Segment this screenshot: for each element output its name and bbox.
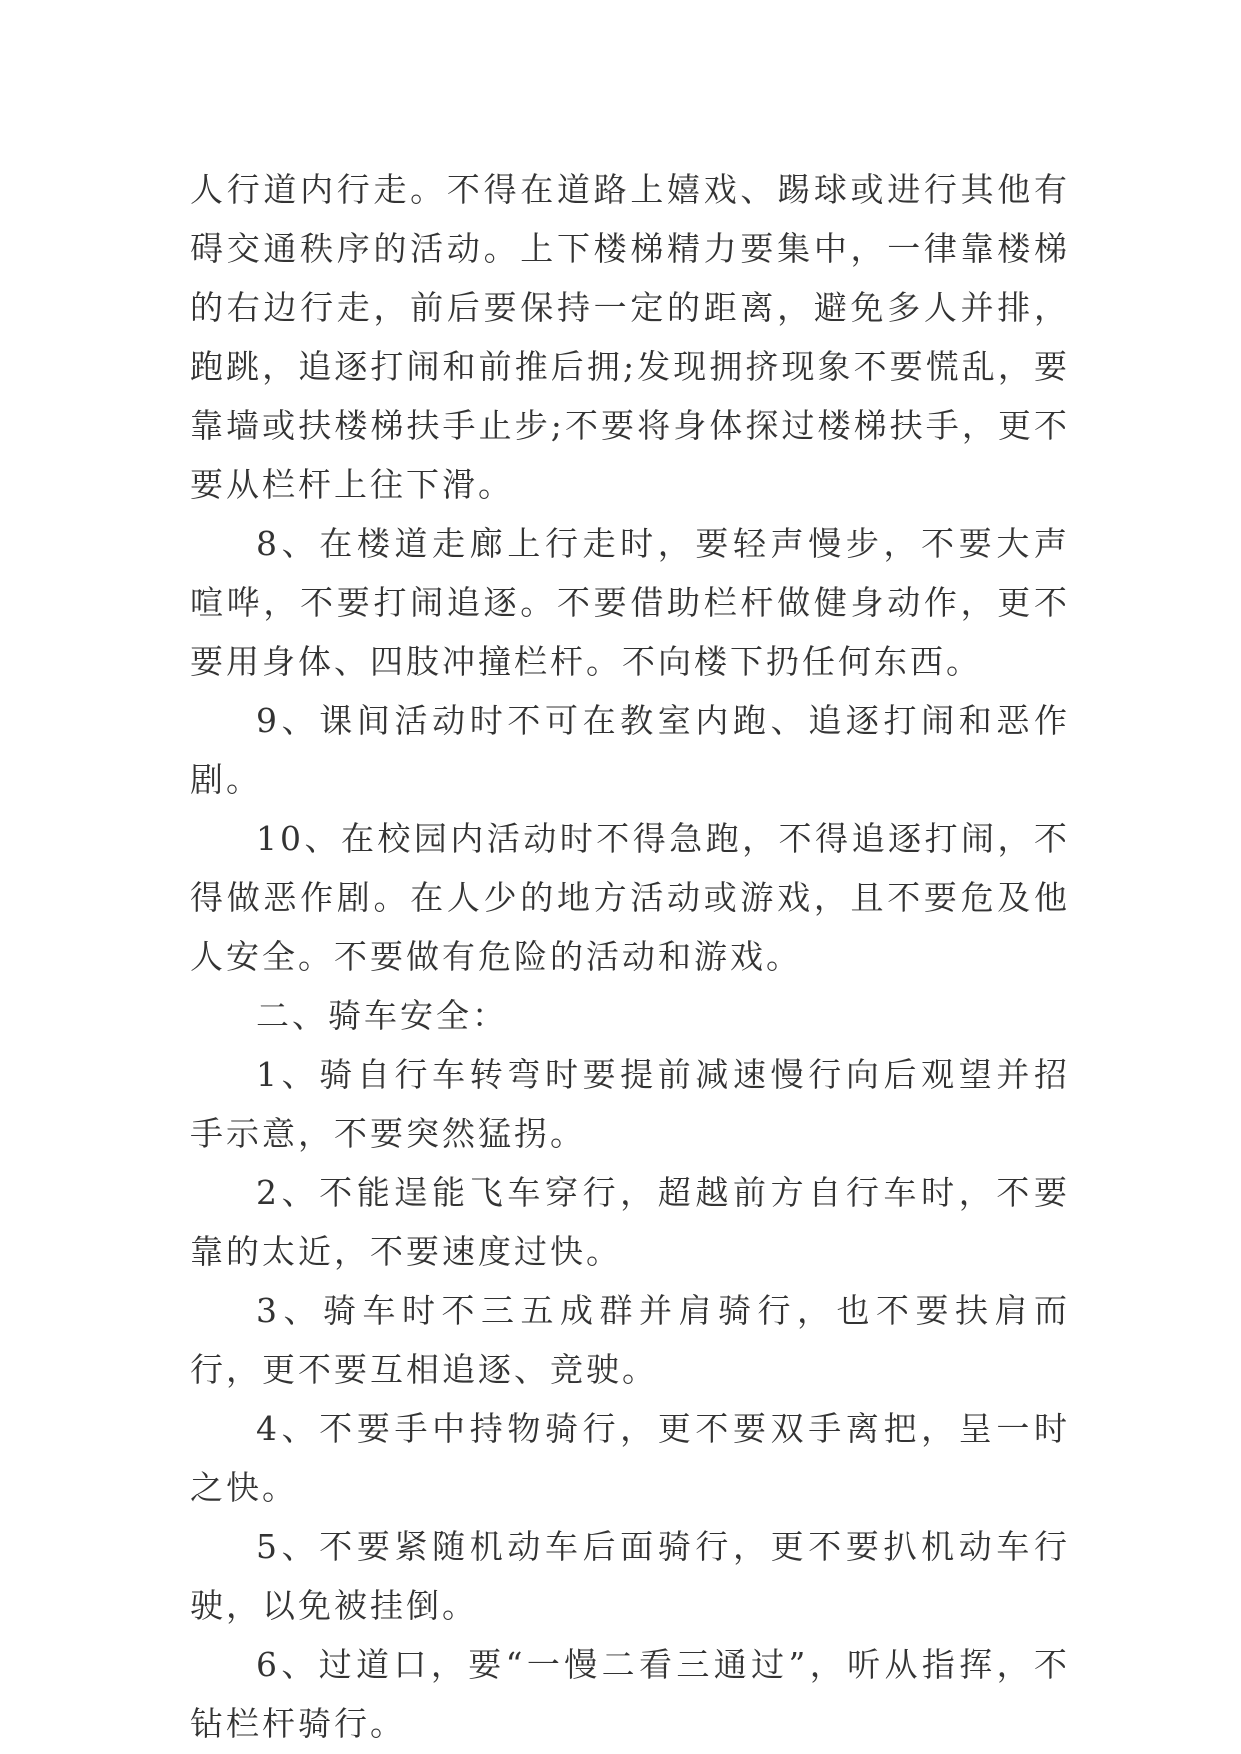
paragraph-cycling-1: 1、骑自行车转弯时要提前减速慢行向后观望并招手示意，不要突然猛拐。 bbox=[190, 1055, 1070, 1153]
paragraph-item-9: 9、课间活动时不可在教室内跑、追逐打闹和恶作剧。 bbox=[190, 701, 1070, 799]
paragraph-item-10: 10、在校园内活动时不得急跑，不得追逐打闹，不得做恶作剧。在人少的地方活动或游戏，且不要危及他人安全。不要做有危险的活动和游戏。 bbox=[190, 819, 1070, 976]
paragraph-stairs-rules: 人行道内行走。不得在道路上嬉戏、踢球或进行其他有碍交通秩序的活动。上下楼梯精力要集中，一律靠楼梯的右边行走，前后要保持一定的距离，避免多人并排，跑跳，追逐打闹和前推后拥;发现拥挤现象不要慌乱，要靠墙或扶楼梯扶手止步;不要将身体探过楼梯扶手，更不要从栏杆上往下滑。 bbox=[190, 170, 1070, 504]
paragraph-cycling-4: 4、不要手中持物骑行，更不要双手离把，呈一时之快。 bbox=[190, 1409, 1070, 1507]
paragraph-item-8: 8、在楼道走廊上行走时，要轻声慢步，不要大声喧哗，不要打闹追逐。不要借助栏杆做健身动作，更不要用身体、四肢冲撞栏杆。不向楼下扔任何东西。 bbox=[190, 524, 1070, 681]
paragraph-cycling-3: 3、骑车时不三五成群并肩骑行，也不要扶肩而行，更不要互相追逐、竞驶。 bbox=[190, 1291, 1070, 1389]
section-heading-cycling-safety: 二、骑车安全： bbox=[256, 996, 508, 1035]
paragraph-cycling-6: 6、过道口，要“一慢二看三通过”，听从指挥，不钻栏杆骑行。 bbox=[190, 1645, 1070, 1743]
document-body bbox=[190, 160, 1070, 1753]
paragraph-cycling-2: 2、不能逞能飞车穿行，超越前方自行车时，不要靠的太近，不要速度过快。 bbox=[190, 1173, 1070, 1271]
paragraph-cycling-5: 5、不要紧随机动车后面骑行，更不要扒机动车行驶，以免被挂倒。 bbox=[190, 1527, 1070, 1625]
